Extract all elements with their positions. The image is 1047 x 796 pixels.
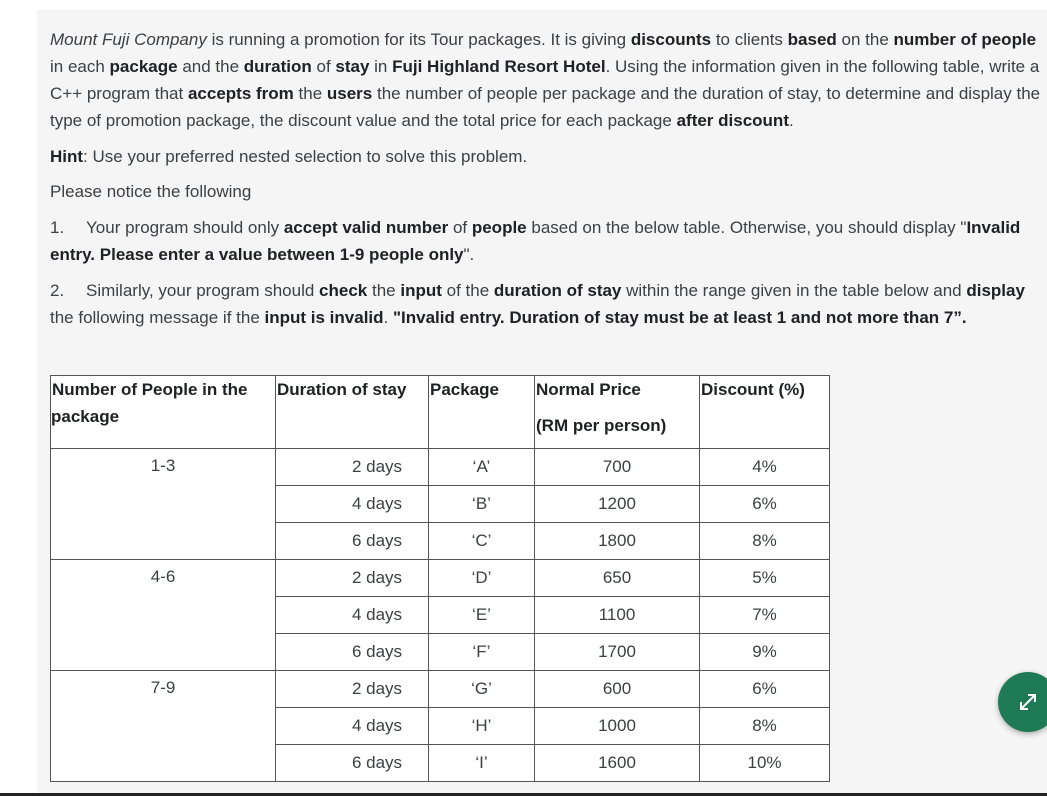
price-cell: 1100 [535, 597, 700, 634]
duration-cell: 4 days [276, 597, 429, 634]
package-cell: ‘E’ [429, 597, 535, 634]
package-cell: ‘C’ [429, 523, 535, 560]
question-text [50, 26, 1045, 331]
header-package: Package [429, 376, 535, 449]
question-panel [37, 10, 1047, 796]
duration-cell: 6 days [276, 745, 429, 782]
price-cell: 1200 [535, 486, 700, 523]
expand-icon [1017, 691, 1039, 713]
discount-cell: 6% [700, 486, 830, 523]
rule-2-paragraph: 2. Similarly, your program should check the input of the duration of stay within the range given in the table below and display the following message if the input is invalid. "Invalid entry. Duration of stay must be at least 1 and not more than 7”. [50, 281, 1025, 327]
price-cell: 1700 [535, 634, 700, 671]
duration-cell: 2 days [276, 560, 429, 597]
duration-cell: 4 days [276, 486, 429, 523]
package-cell: ‘B’ [429, 486, 535, 523]
promotion-table [50, 375, 830, 782]
duration-cell: 2 days [276, 449, 429, 486]
package-cell: ‘F’ [429, 634, 535, 671]
rule-1-paragraph: 1. Your program should only accept valid number of people based on the below table. Otherwise, you should display "Invalid entry. Please enter a value between 1-9 people only". [50, 218, 1021, 264]
people-group-cell: 7-9 [51, 671, 276, 782]
price-cell: 1800 [535, 523, 700, 560]
package-cell: ‘A’ [429, 449, 535, 486]
duration-cell: 4 days [276, 708, 429, 745]
table-row [51, 449, 830, 486]
table-header-row [51, 376, 830, 449]
intro-paragraph: Mount Fuji Company is running a promotion for its Tour packages. It is giving discounts to clients based on the number of people in each package and the duration of stay in Fuji Highland Resort Hotel. Using the information given in the following table, write a C++ program that accepts from the users the number of people per package and the duration of stay, to determine and display the type of promotion package, the discount value and the total price for each package after discount. [50, 30, 1041, 130]
package-cell: ‘H’ [429, 708, 535, 745]
people-group-cell: 4-6 [51, 560, 276, 671]
header-normal-price: Normal Price (RM per person) [535, 376, 700, 449]
discount-cell: 4% [700, 449, 830, 486]
header-duration: Duration of stay [276, 376, 429, 449]
discount-cell: 9% [700, 634, 830, 671]
discount-cell: 6% [700, 671, 830, 708]
duration-cell: 6 days [276, 634, 429, 671]
price-cell: 650 [535, 560, 700, 597]
price-cell: 700 [535, 449, 700, 486]
package-cell: ‘G’ [429, 671, 535, 708]
duration-cell: 6 days [276, 523, 429, 560]
discount-cell: 10% [700, 745, 830, 782]
header-number-of-people: Number of People in the package [51, 376, 276, 449]
price-cell: 1000 [535, 708, 700, 745]
discount-cell: 8% [700, 523, 830, 560]
package-cell: ‘I’ [429, 745, 535, 782]
package-cell: ‘D’ [429, 560, 535, 597]
table-row [51, 560, 830, 597]
price-cell: 1600 [535, 745, 700, 782]
notice-paragraph: Please notice the following [50, 182, 252, 201]
people-group-cell: 1-3 [51, 449, 276, 560]
duration-cell: 2 days [276, 671, 429, 708]
hint-paragraph: Hint: Use your preferred nested selection to solve this problem. [50, 147, 528, 166]
discount-cell: 7% [700, 597, 830, 634]
table-row [51, 671, 830, 708]
header-discount: Discount (%) [700, 376, 830, 449]
discount-cell: 5% [700, 560, 830, 597]
discount-cell: 8% [700, 708, 830, 745]
price-cell: 600 [535, 671, 700, 708]
company-name: Mount Fuji Company [50, 30, 207, 49]
